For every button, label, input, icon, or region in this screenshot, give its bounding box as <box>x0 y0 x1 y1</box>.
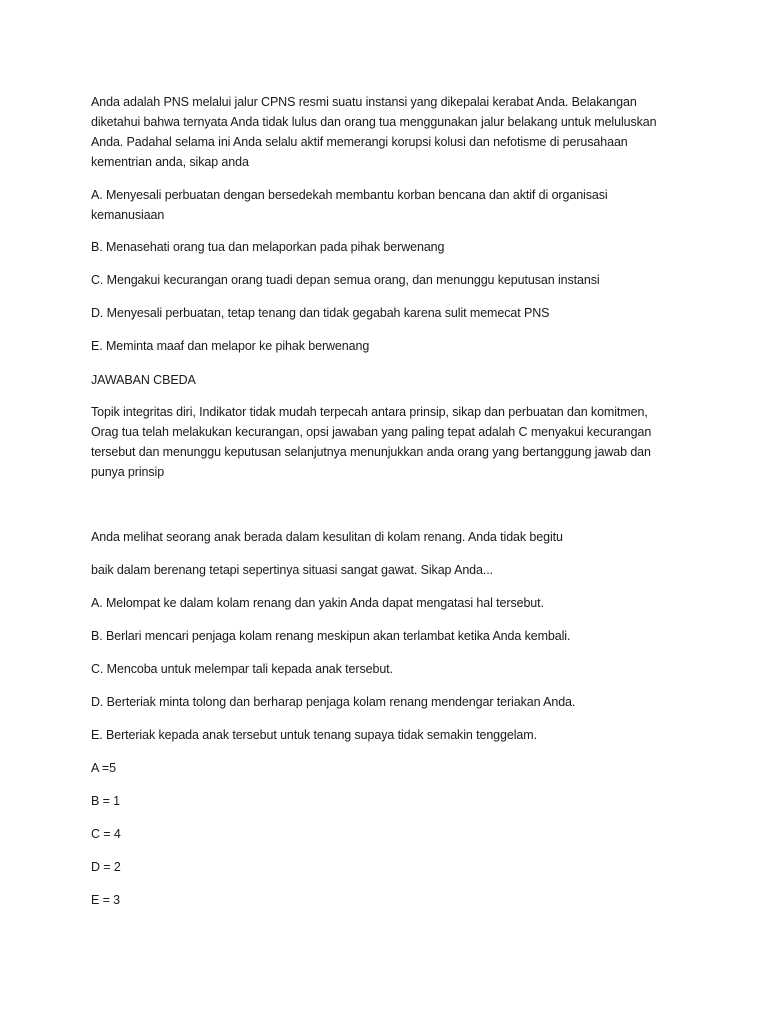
stem-line: Anda adalah PNS melalui jalur CPNS resmi suatu instansi yang dikepalai kerabat Anda. Belakangan <box>91 95 637 109</box>
score-e: E = 3 <box>91 893 121 907</box>
option-line: kemanusiaan <box>91 208 165 222</box>
score-c: C = 4 <box>91 827 121 841</box>
explanation-line: tersebut dan menunggu keputusan selanjutnya menunjukkan anda orang yang bertanggung jawab dan <box>91 445 651 459</box>
option-line: B. Menasehati orang tua dan melaporkan pada pihak berwenang <box>91 240 445 254</box>
question1-option-e <box>91 336 691 356</box>
score-d: D = 2 <box>91 860 121 874</box>
question1-explanation <box>91 402 691 482</box>
option-line: A. Menyesali perbuatan dengan bersedekah membantu korban bencana dan aktif di organisasi <box>91 188 608 202</box>
question1-option-a <box>91 185 691 225</box>
question2-option-c: C. Mencoba untuk melempar tali kepada anak tersebut. <box>91 662 393 676</box>
stem-line: diketahui bahwa ternyata Anda tidak lulus dan orang tua menggunakan jalur belakang untuk meluluskan <box>91 115 657 129</box>
answer-heading: JAWABAN CBEDA <box>91 373 196 387</box>
option-line: E. Meminta maaf dan melapor ke pihak berwenang <box>91 339 370 353</box>
question2-stem-line2: baik dalam berenang tetapi sepertinya situasi sangat gawat. Sikap Anda... <box>91 563 493 577</box>
question1-stem <box>91 92 691 172</box>
question2-option-a: A. Melompat ke dalam kolam renang dan yakin Anda dapat mengatasi hal tersebut. <box>91 596 544 610</box>
question1-option-b <box>91 237 691 257</box>
question1-option-c <box>91 270 691 290</box>
score-b: B = 1 <box>91 794 121 808</box>
stem-line: Anda. Padahal selama ini Anda selalu aktif memerangi korupsi kolusi dan nefotisme di perusahaan <box>91 135 628 149</box>
question2-option-b: B. Berlari mencari penjaga kolam renang meskipun akan terlambat ketika Anda kembali. <box>91 629 571 643</box>
explanation-line: punya prinsip <box>91 465 165 479</box>
stem-line: kementrian anda, sikap anda <box>91 155 249 169</box>
explanation-line: Topik integritas diri, Indikator tidak mudah terpecah antara prinsip, sikap dan perbuatan dan komitmen, <box>91 405 648 419</box>
question2-option-d: D. Berteriak minta tolong dan berharap penjaga kolam renang mendengar teriakan Anda. <box>91 695 576 709</box>
explanation-line: Orag tua telah melakukan kecurangan, opsi jawaban yang paling tepat adalah C menyakui kecurangan <box>91 425 652 439</box>
question2-option-e: E. Berteriak kepada anak tersebut untuk tenang supaya tidak semakin tenggelam. <box>91 728 537 742</box>
option-line: D. Menyesali perbuatan, tetap tenang dan tidak gegabah karena sulit memecat PNS <box>91 306 550 320</box>
score-a: A =5 <box>91 761 116 775</box>
option-line: C. Mengakui kecurangan orang tuadi depan semua orang, dan menunggu keputusan instansi <box>91 273 600 287</box>
question1-option-d <box>91 303 691 323</box>
question2-stem-line1: Anda melihat seorang anak berada dalam kesulitan di kolam renang. Anda tidak begitu <box>91 530 563 544</box>
